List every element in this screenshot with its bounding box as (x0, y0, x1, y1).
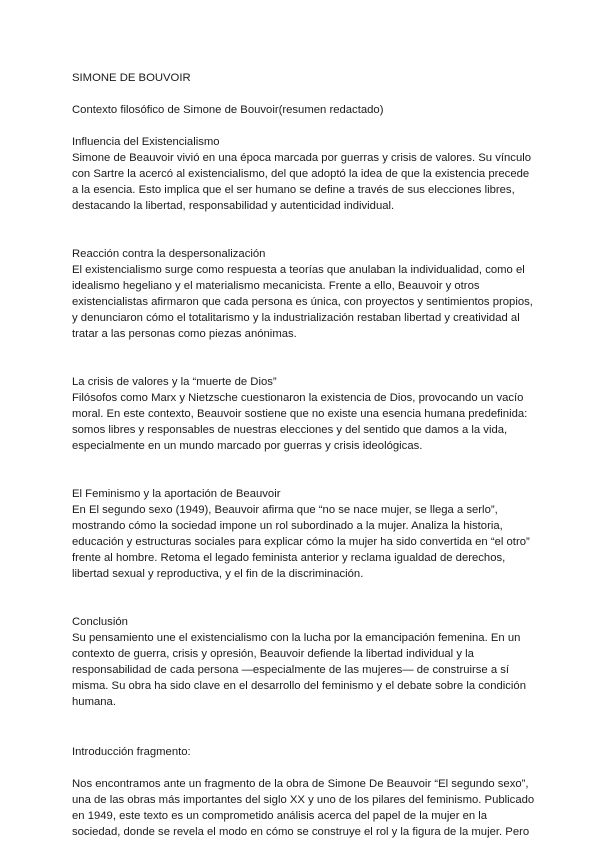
paragraph-line: mostrando cómo la sociedad impone un rol subordinado a la mujer. Analiza la historia, (72, 520, 503, 532)
section-despersonalizacion (72, 246, 532, 342)
paragraph-line: Simone de Beauvoir vivió en una época marcada por guerras y crisis de valores. Su vínculo (72, 152, 532, 164)
paragraph-line: tratar a las personas como piezas anónimas. (72, 328, 297, 340)
paragraph-line: una de las obras más importantes del siglo XX y uno de los pilares del feminismo. Publicado (72, 794, 535, 806)
section-conclusion (72, 614, 532, 710)
paragraph-line: En El segundo sexo (1949), Beauvoir afirma que “no se nace mujer, se llega a serlo”, (72, 504, 498, 516)
paragraph-line: moral. En este contexto, Beauvoir sostiene que no existe una esencia humana predefinida: (72, 408, 528, 420)
paragraph-line: Filósofos como Marx y Nietzsche cuestionaron la existencia de Dios, provocando un vacío (72, 392, 524, 404)
paragraph-line: Su pensamiento une el existencialismo con la lucha por la emancipación femenina. En un (72, 632, 521, 644)
paragraph-line: especialmente en un mundo marcado por guerras y crisis ideológicas. (72, 440, 423, 452)
section-heading: Influencia del Existencialismo (72, 136, 220, 148)
paragraph-line: educación y estructuras sociales para explicar cómo la mujer ha sido convertida en “el otro” (72, 536, 530, 548)
paragraph-line: en 1949, este texto es un comprometido análisis acerca del papel de la mujer en la (72, 810, 488, 822)
section-introduccion (72, 744, 535, 840)
paragraph-line: contexto de guerra, crisis y opresión, Beauvoir defiende la libertad individual y la (72, 648, 474, 660)
paragraph-line: libertad sexual y reproductiva, y el fin de la discriminación. (72, 568, 364, 580)
paragraph-line: y denunciaron cómo el totalitarismo y la industrialización restaban libertad y creatividad al (72, 312, 520, 324)
document-subtitle: Contexto filosófico de Simone de Bouvoir(resumen redactado) (72, 104, 384, 116)
paragraph-line: a la esencia. Esto implica que el ser humano se define a través de sus elecciones libres, (72, 184, 515, 196)
section-heading: Conclusión (72, 616, 128, 628)
document-body (72, 70, 535, 840)
section-crisis-valores (72, 374, 532, 454)
paragraph-line: Nos encontramos ante un fragmento de la obra de Simone De Beauvoir “El segundo sexo”, (72, 778, 529, 790)
paragraph-line: destacando la libertad, responsabilidad y autenticidad individual. (72, 200, 395, 212)
section-heading: Introducción fragmento: (72, 746, 191, 758)
paragraph-line: misma. Su obra ha sido clave en el desarrollo del feminismo y el debate sobre la condición (72, 680, 526, 692)
paragraph-line: responsabilidad de cada persona —especialmente de las mujeres— de construirse a sí (72, 664, 510, 676)
paragraph-line: idealismo hegeliano y el materialismo mecanicista. Frente a ello, Beauvoir y otros (72, 280, 480, 292)
paragraph-line: sociedad, donde se revela el modo en cómo se construye el rol y la figura de la mujer. Pero (72, 826, 530, 838)
paragraph-line: existencialistas afirmaron que cada persona es única, con proyectos y sentimientos propios, (72, 296, 533, 308)
section-heading: El Feminismo y la aportación de Beauvoir (72, 488, 281, 500)
paragraph-line: El existencialismo surge como respuesta a teorías que anulaban la individualidad, como el (72, 264, 525, 276)
paragraph-line: frente al hombre. Retoma el legado feminista anterior y reclama igualdad de derechos, (72, 552, 506, 564)
paragraph-line: somos libres y responsables de nuestras elecciones y del sentido que damos a la vida, (72, 424, 508, 436)
paragraph-line: con Sartre la acercó al existencialismo, del que adoptó la idea de que la existencia precede (72, 168, 530, 180)
section-heading: La crisis de valores y la “muerte de Dios” (72, 376, 277, 388)
paragraph-line: humana. (72, 696, 116, 708)
section-feminismo (72, 486, 532, 582)
section-existencialismo (72, 134, 532, 214)
section-heading: Reacción contra la despersonalización (72, 248, 266, 260)
document-title: SIMONE DE BOUVOIR (72, 72, 191, 84)
